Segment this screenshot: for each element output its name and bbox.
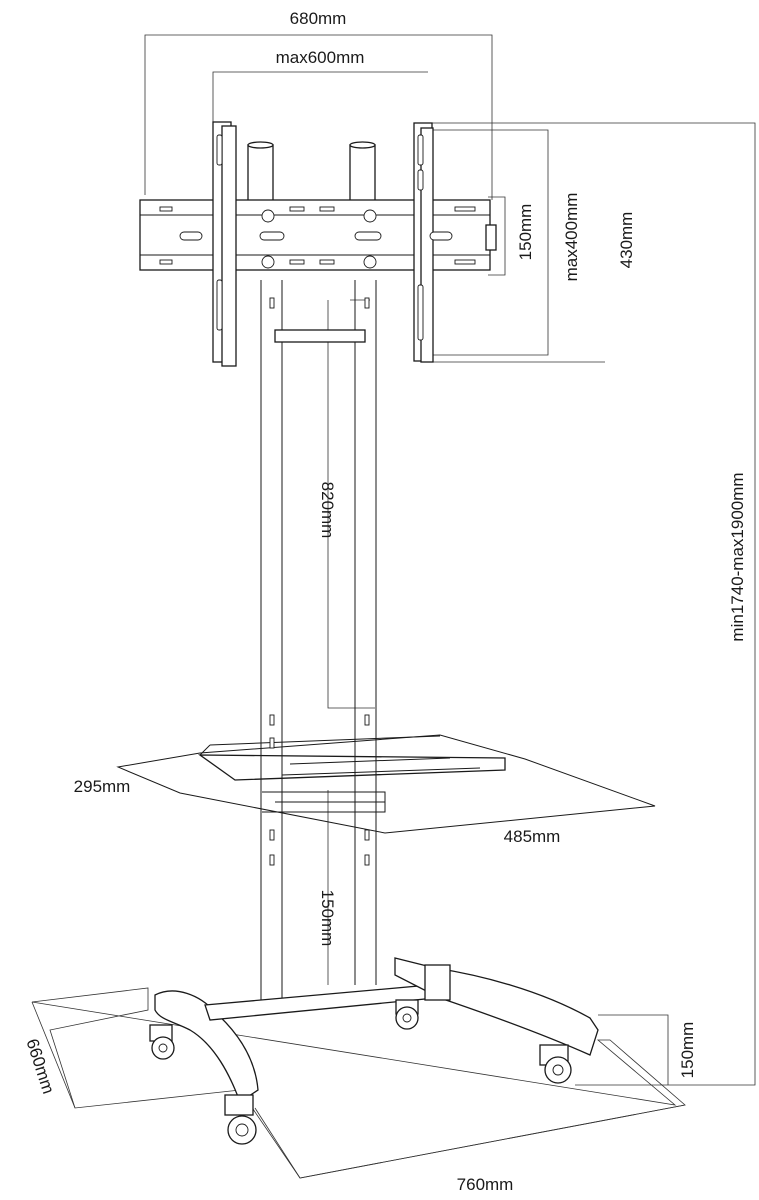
- label-gap-150: 150mm: [318, 889, 337, 947]
- label-max-600: max600mm: [275, 48, 365, 67]
- label-shelf-295: 295mm: [73, 777, 131, 796]
- caster-back-right: [396, 1000, 418, 1029]
- label-base-150: 150mm: [678, 1021, 697, 1079]
- caster-back-left: [150, 1025, 174, 1059]
- label-width-680: 680mm: [289, 9, 347, 28]
- caster-front-left: [225, 1095, 256, 1144]
- label-base-760: 760mm: [456, 1175, 514, 1194]
- label-base-660: 660mm: [22, 1036, 59, 1097]
- caster-front-right: [540, 1045, 571, 1083]
- label-bracket-150: 150mm: [516, 203, 535, 261]
- label-max-400: max400mm: [562, 192, 581, 282]
- label-height-430: 430mm: [617, 211, 636, 269]
- label-height-range: min1740-max1900mm: [728, 472, 747, 642]
- dimension-labels: [22, 9, 747, 1194]
- label-shelf-485: 485mm: [503, 827, 561, 846]
- label-height-820: 820mm: [318, 481, 337, 539]
- base-frame: [150, 958, 598, 1144]
- shelf: [118, 735, 655, 833]
